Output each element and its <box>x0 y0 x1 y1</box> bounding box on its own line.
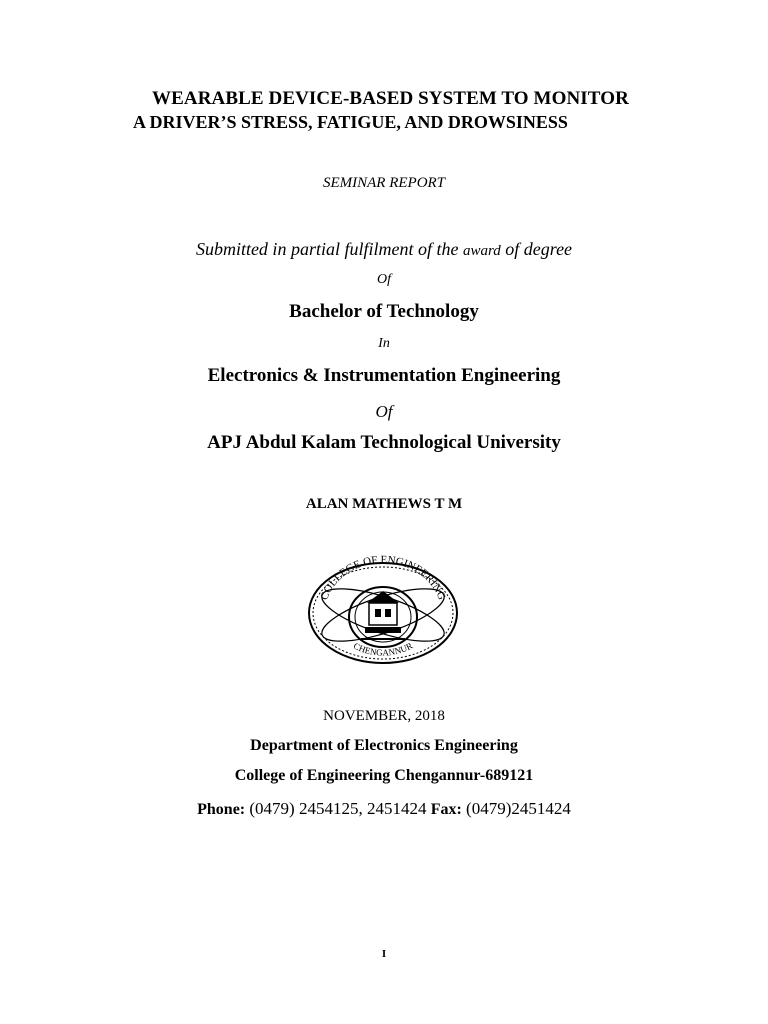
branch-name: Electronics & Instrumentation Engineering <box>207 365 561 386</box>
connector-of-2: Of <box>375 402 393 421</box>
submission-text-main: Submitted in partial fulfilment of the <box>195 239 459 259</box>
phone-label: Phone: <box>197 801 246 818</box>
fax-value: (0479)2451424 <box>466 799 571 818</box>
submission-text-award: award <box>462 243 501 259</box>
title-line-1: WEARABLE DEVICE-BASED SYSTEM TO MONITOR <box>152 88 629 109</box>
college-name: College of Engineering Chengannur-689121 <box>234 767 534 784</box>
report-type: SEMINAR REPORT <box>322 175 446 191</box>
phone-value: (0479) 2454125, 2451424 <box>249 799 427 818</box>
student-name: ALAN MATHEWS T M <box>305 496 463 512</box>
contact-info <box>197 799 571 819</box>
submission-statement <box>196 239 572 260</box>
university-name: APJ Abdul Kalam Technological University <box>207 432 561 453</box>
fax-label: Fax: <box>430 801 462 818</box>
connector-of-1: Of <box>377 272 391 287</box>
submission-text-degree: of degree <box>505 239 573 259</box>
title-line-2: A DRIVER’S STRESS, FATIGUE, AND DROWSINESS <box>133 112 568 132</box>
page-number: I <box>381 948 387 960</box>
report-date: NOVEMBER, 2018 <box>323 708 445 724</box>
degree-name: Bachelor of Technology <box>289 301 479 322</box>
college-seal-logo <box>303 553 463 665</box>
connector-in: In <box>378 336 390 351</box>
seal-bottom-text: CHENGANNUR <box>351 640 415 658</box>
department-name: Department of Electronics Engineering <box>250 737 518 754</box>
seal-top-text: COLLEGE OF ENGINEERING <box>318 553 448 602</box>
